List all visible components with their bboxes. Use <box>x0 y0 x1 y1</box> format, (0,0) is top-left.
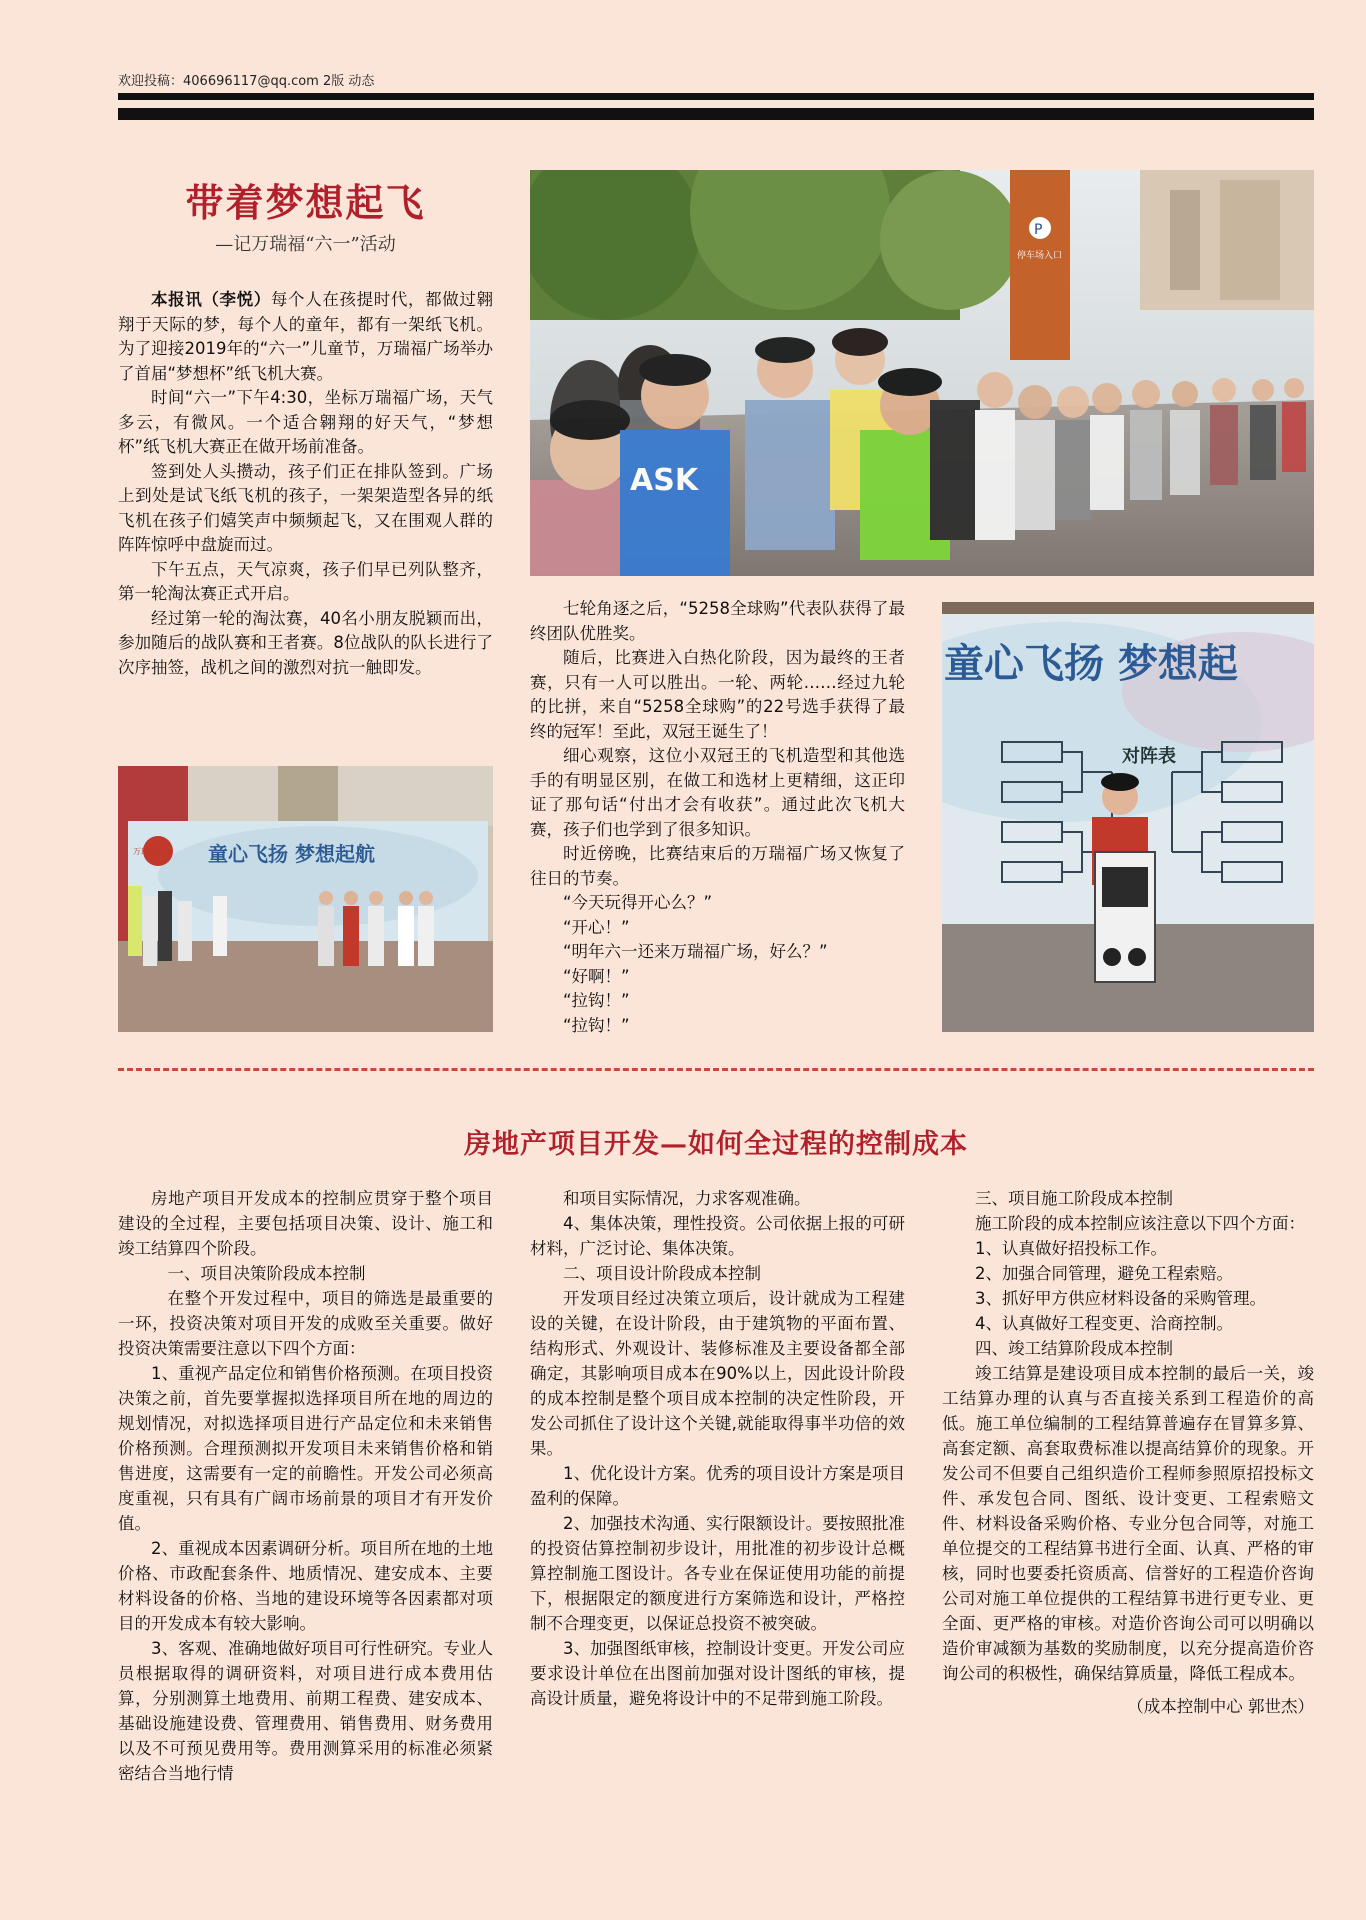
article1-byline: 本报讯（李悦） <box>151 290 271 309</box>
header-rule-top <box>118 93 1314 100</box>
photo-group-stage <box>118 766 493 1032</box>
article2-paragraph: 三、项目施工阶段成本控制 <box>975 1189 1173 1208</box>
article1-dialogue: “好啊！” <box>563 966 630 986</box>
article1-dialogue: “今天玩得开心么？” <box>563 893 713 912</box>
article2-paragraph: 开发项目经过决策立项后，设计就成为工程建设的关键，在设计阶段，由于建筑物的平面布置、结构形式、外观设计、装修标准及主要设备都全部确定，其影响项目成本在90%以上，因此设计阶段的成本控制是整个项目成本控制的决定性阶段，开发公司抓住了设计这个关键,就能取得事半功倍的效果。 <box>530 1289 905 1458</box>
article2-paragraph: 二、项目设计阶段成本控制 <box>563 1264 761 1283</box>
photo-banner-text-right: 童心飞扬 梦想起 <box>944 640 1238 687</box>
article1-paragraph: 时间“六一”下午4:30，坐标万瑞福广场，天气多云，有微风。一个适合翱翔的好天气，“梦想杯”纸飞机大赛正在做开场前准备。 <box>118 388 493 456</box>
article2-paragraph: 房地产项目开发成本的控制应贯穿于整个项目建设的全过程，主要包括项目决策、设计、施工和竣工结算四个阶段。 <box>118 1189 493 1258</box>
article1-paragraph: 随后，比赛进入白热化阶段，因为最终的王者赛，只有一人可以胜出。一轮、两轮……经过九轮的比拼，来自“5258全球购”的22号选手获得了最终的冠军！至此，双冠王诞生了！ <box>530 648 905 741</box>
article2-paragraph: 1、优化设计方案。优秀的项目设计方案是项目盈利的保障。 <box>530 1464 905 1508</box>
article1-dialogue: “开心！” <box>563 917 630 937</box>
photo-sign-text: 停车场入口 <box>1017 251 1063 261</box>
article1-paragraph: 时近傍晚，比赛结束后的万瑞福广场又恢复了往日的节奏。 <box>530 844 905 888</box>
article2-paragraph: 1、重视产品定位和销售价格预测。在项目投资决策之前，首先要掌握拟选择项目所在地的周边的规划情况，对拟选择项目进行产品定位和未来销售价格预测。合理预测拟开发项目未来销售价格和销售进度，这需要有一定的前瞻性。开发公司必须高度重视，只有具有广阔市场前景的项目才有开发价值。 <box>118 1364 493 1533</box>
article2-paragraph: 在整个开发过程中，项目的筛选是最重要的一环，投资决策对项目开发的成败至关重要。做好投资决策需要注意以下四个方面： <box>118 1289 493 1358</box>
article1-col2 <box>530 597 905 1038</box>
photo-champion <box>942 602 1314 1032</box>
article1-dialogue: “拉钩！” <box>563 991 630 1010</box>
article1-lead-paragraph: 本报讯（李悦）每个人在孩提时代，都做过翱翔于天际的梦，每个人的童年，都有一架纸飞机。为了迎接2019年的“六一”儿童节，万瑞福广场举办了首届“梦想杯”纸飞机大赛。 <box>118 290 494 383</box>
article1-subtitle: —记万瑞福“六一”活动 <box>215 234 396 255</box>
article1-paragraph: 经过第一轮的淘汰赛，40名小朋友脱颖而出，参加随后的战队赛和王者赛。8位战队的队长进行了次序抽签，战机之间的激烈对抗一触即发。 <box>118 608 493 677</box>
photo-logo-text: 万瑞福广场 <box>133 847 173 856</box>
article2-paragraph: 一、项目决策阶段成本控制 <box>167 1264 366 1283</box>
article2-signature: （成本控制中心 郭世杰） <box>1127 1697 1314 1716</box>
article2-paragraph: 4、集体决策，理性投资。公司依据上报的可研材料，广泛讨论、集体决策。 <box>530 1214 905 1258</box>
article2-paragraph: 1、认真做好招投标工作。 <box>975 1239 1167 1258</box>
article2-paragraph: 和项目实际情况，力求客观准确。 <box>563 1189 811 1208</box>
article2-paragraph: 3、客观、准确地做好项目可行性研究。专业人员根据取得的调研资料，对项目进行成本费用估算，分别测算土地费用、前期工程费、建安成本、基础设施建设费、管理费用、销售费用、财务费用以及不可预见费用等。费用测算采用的标准必须紧密结合当地行情 <box>118 1639 493 1783</box>
photo-kids-queue <box>530 170 1314 576</box>
article2-title: 房地产项目开发—如何全过程的控制成本 <box>464 1129 968 1160</box>
article1-paragraph: 七轮角逐之后，“5258全球购”代表队获得了最终团队优胜奖。 <box>530 599 905 643</box>
photo-board-label: 对阵表 <box>1122 746 1176 767</box>
article2-paragraph: 2、加强合同管理，避免工程索赔。 <box>975 1264 1233 1283</box>
article2-col2 <box>530 1186 905 1711</box>
article1-paragraph: 下午五点，天气凉爽，孩子们早已列队整齐，第一轮淘汰赛正式开启。 <box>118 559 493 603</box>
article2-col1 <box>118 1186 493 1786</box>
article2-paragraph: 施工阶段的成本控制应该注意以下四个方面： <box>975 1214 1305 1233</box>
article2-paragraph: 四、竣工结算阶段成本控制 <box>975 1339 1173 1358</box>
article2-col3 <box>942 1186 1314 1719</box>
header-rule-bottom <box>118 108 1314 120</box>
header-contact: 欢迎投稿：406696117@qq.com 2版 动态 <box>118 74 375 89</box>
article2-paragraph: 3、加强图纸审核，控制设计变更。开发公司应要求设计单位在出图前加强对设计图纸的审核，提高设计质量，避免将设计中的不足带到施工阶段。 <box>530 1639 905 1708</box>
article2-paragraph: 3、抓好甲方供应材料设备的采购管理。 <box>975 1289 1266 1308</box>
article1-title: 带着梦想起飞 <box>185 180 426 225</box>
article1-dialogue: “明年六一还来万瑞福广场，好么？” <box>563 942 828 961</box>
article2-paragraph: 竣工结算是建设项目成本控制的最后一关，竣工结算办理的认真与否直接关系到工程造价的高低。施工单位编制的工程结算普遍存在冒算多算、高套定额、高套取费标准以提高结算价的现象。开发公司不但要自己组织造价工程师参照原招投标文件、承发包合同、图纸、设计变更、工程索赔文件、材料设备采购价格、专业分包合同等，对施工单位提交的工程结算书进行全面、认真、严格的审核，同时也要委托资质高、信誉好的工程造价咨询公司对施工单位提供的工程结算书进行更专业、更全面、更严格的审核。对造价咨询公司可以明确以造价审减额为基数的奖励制度，以充分提高造价咨询公司的积极性，确保结算质量，降低工程成本。 <box>942 1364 1314 1683</box>
photo-banner-text-left: 童心飞扬 梦想起航 <box>208 842 375 866</box>
article2-paragraph: 2、重视成本因素调研分析。项目所在地的土地价格、市政配套条件、地质情况、建安成本、主要材料设备的价格、当地的建设环境等各因素都对项目的开发成本有较大影响。 <box>118 1539 493 1633</box>
article2-paragraph: 2、加强技术沟通、实行限额设计。要按照批准的投资估算控制初步设计，用批准的初步设计总概算控制施工图设计。各专业在保证使用功能的前提下，根据限定的额度进行方案筛选和设计，严格控制不合理变更，以保证总投资不被突破。 <box>530 1514 905 1633</box>
article1-dialogue: “拉钩！” <box>563 1015 630 1035</box>
section-separator <box>118 1068 1314 1071</box>
article1-paragraph: 细心观察，这位小双冠王的飞机造型和其他选手的有明显区别，在做工和选材上更精细，这正印证了那句话“付出才会有收获”。通过此次飞机大赛，孩子们也学到了很多知识。 <box>530 746 905 839</box>
article1-col1 <box>118 288 493 680</box>
svg-text:P: P <box>1034 222 1043 238</box>
photo-shirt-text: ASK <box>630 463 699 498</box>
article2-paragraph: 4、认真做好工程变更、洽商控制。 <box>975 1314 1233 1333</box>
article1-paragraph: 签到处人头攒动，孩子们正在排队签到。广场上到处是试飞纸飞机的孩子，一架架造型各异的纸飞机在孩子们嬉笑声中频频起飞，又在围观人群的阵阵惊呼中盘旋而过。 <box>118 461 493 554</box>
